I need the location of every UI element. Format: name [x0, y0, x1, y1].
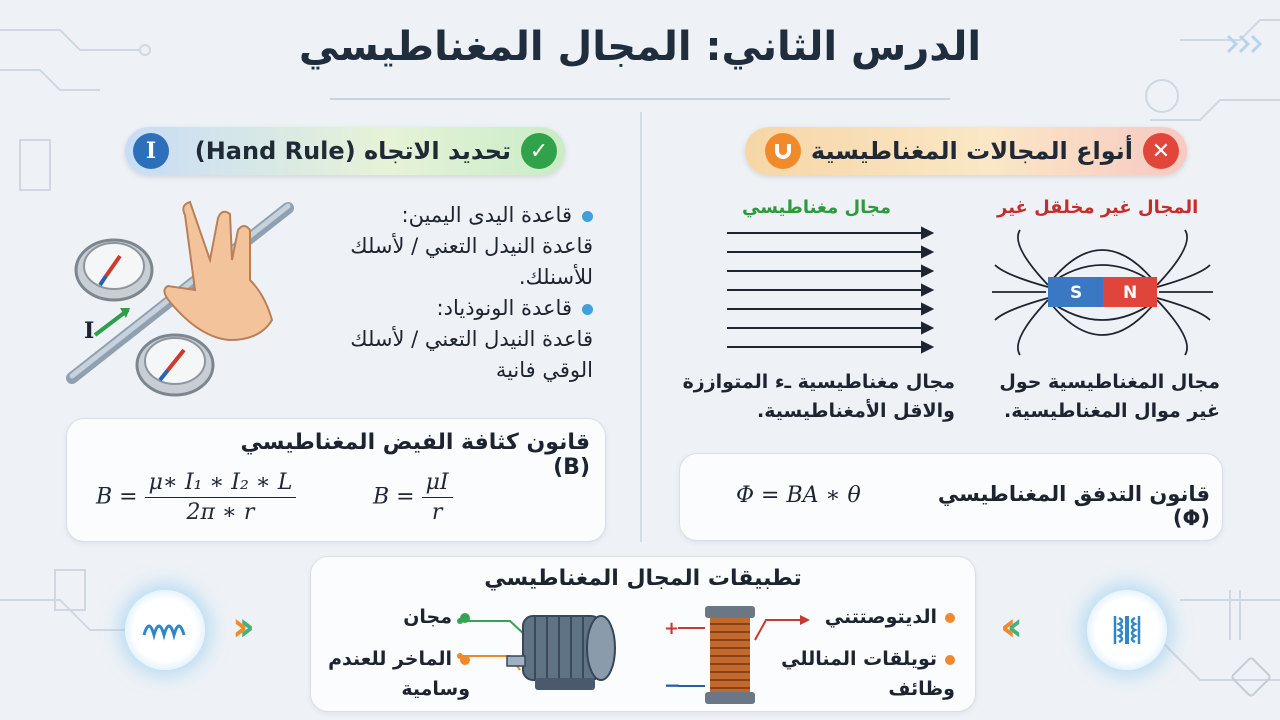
- north-pole-label: N: [1123, 283, 1138, 303]
- coil-icon: [125, 590, 205, 670]
- equation-numerator: μ∗ I₁ ∗ I₂ ∗ L: [145, 470, 297, 498]
- motor-illustration: [455, 590, 625, 710]
- applications-title: تطبيقات المجال المغناطيسي: [484, 566, 802, 591]
- list-item: [293, 293, 593, 386]
- application-item: الماخر للعندم وسامية: [320, 644, 470, 704]
- plus-sign: +: [664, 618, 680, 639]
- application-item: الديتوصتتني: [805, 606, 955, 628]
- south-pole-label: S: [1070, 283, 1083, 303]
- bullet-dot: [582, 304, 593, 315]
- bar-magnet-caption: [985, 368, 1220, 426]
- uniform-field-diagram: [722, 225, 937, 360]
- info-i-icon: I: [133, 133, 169, 169]
- application-item-line: وظائف: [888, 678, 955, 700]
- current-label: I: [84, 318, 95, 344]
- equation-denominator: r: [431, 500, 443, 525]
- hand-rule-header-label: تحديد الاتجاه (Hand Rule): [194, 137, 511, 165]
- equation-numerator: μI: [422, 470, 453, 498]
- field-types-header: [745, 127, 1187, 175]
- bullet-line: الوقي فانية: [495, 358, 593, 382]
- check-icon: ✓: [521, 133, 557, 169]
- hand-rule-illustration: [60, 190, 300, 400]
- bullet-line: قاعدة النيدل التعني / لأسلك: [350, 234, 593, 258]
- motor-icon: [507, 616, 615, 690]
- application-item: تويلقات المناللي وظائف: [770, 644, 955, 704]
- list-item: [293, 200, 593, 293]
- uniform-field-caption: [680, 368, 955, 426]
- page-title: الدرس الثاني: المجال المغناطيسي: [298, 24, 982, 70]
- caption-line: والاقل الأمغناطيسية.: [756, 400, 955, 422]
- section-divider: [640, 112, 642, 542]
- solenoid-icon: [705, 606, 755, 704]
- transformer-icon: [1087, 590, 1167, 670]
- bullet-line: قاعدة الونوذياد:: [436, 296, 572, 320]
- application-item: مجان: [350, 606, 470, 628]
- close-icon: ✕: [1143, 133, 1179, 169]
- equation-b-long: [96, 470, 296, 525]
- caption-line: غير موال المغناطيسية.: [1004, 400, 1220, 422]
- caption-line: مجال مغناطيسية ـء المتواززة: [682, 371, 955, 393]
- field-types-header-label: أنواع المجالات المغناطيسية: [810, 137, 1133, 165]
- bullet-dot: [582, 211, 593, 222]
- bullet-line: قاعدة اليدى اليمين:: [401, 203, 572, 227]
- magnetic-flux-equation: Φ = BA ∗ θ: [736, 483, 861, 508]
- equation-denominator: 2π ∗ r: [186, 500, 255, 525]
- solenoid-illustration: [660, 600, 830, 710]
- flux-density-law-title: قانون كثافة الفيض المغناطيسي (B): [240, 430, 590, 480]
- bar-magnet-diagram: [990, 225, 1215, 360]
- hand-rule-bullets: [293, 200, 593, 386]
- chevron-right-icon: ››: [232, 604, 245, 650]
- hand-icon: [164, 202, 272, 340]
- horseshoe-magnet-icon: [765, 133, 801, 169]
- title-divider: [330, 98, 950, 100]
- caption-line: مجال المغناطيسية حول: [999, 371, 1220, 393]
- equation-b-short: [373, 470, 453, 525]
- equation-lhs: B =: [373, 484, 415, 510]
- chevron-left-icon: ‹‹: [1000, 604, 1013, 650]
- bullet-dot: [945, 655, 955, 665]
- bullet-dot: [945, 613, 955, 623]
- equation-lhs: B =: [96, 484, 138, 510]
- hand-rule-header: [125, 127, 565, 175]
- bar-magnet-field-label: المجال غير مخلقل غير: [997, 197, 1199, 218]
- compass-icon: [137, 335, 213, 395]
- compass-icon: [76, 240, 152, 300]
- minus-sign: −: [664, 673, 681, 697]
- magnetic-flux-law-title: قانون التدفق المغناطيسي (Φ): [937, 482, 1210, 530]
- bullet-line: للأسنلك.: [518, 265, 593, 289]
- bullet-line: قاعدة النيدل التعني / لأسلك: [350, 327, 593, 351]
- application-item-line: وسامية: [401, 678, 470, 700]
- uniform-field-label: مجال مغناطيسي: [742, 197, 892, 218]
